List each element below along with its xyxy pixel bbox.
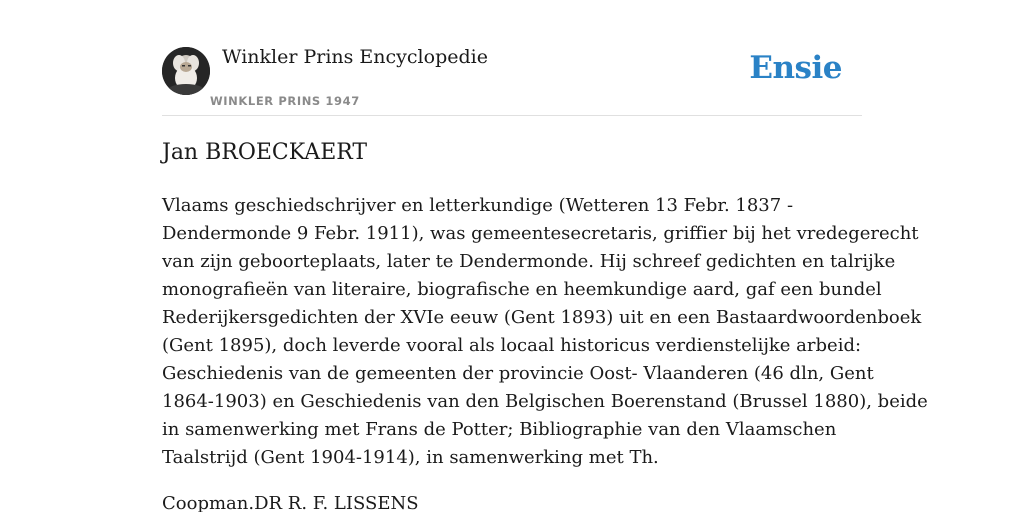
body-line: in samenwerking met Frans de Potter; Bibliographie van den Vlaamschen — [162, 419, 837, 440]
source-subtitle[interactable]: WINKLER PRINS 1947 — [210, 94, 360, 108]
avatar[interactable] — [162, 47, 210, 95]
body-line: van zijn geboorteplaats, later te Dendermonde. Hij schreef gedichten en talrijke — [162, 251, 896, 272]
site-title[interactable]: Winkler Prins Encyclopedie — [222, 46, 488, 68]
body-line: 1864-1903) en Geschiedenis van den Belgischen Boerenstand (Brussel 1880), beide — [162, 391, 928, 412]
brand-logo[interactable]: Ensie — [749, 50, 842, 86]
body-line: monografieën van literaire, biografische en heemkundige aard, gaf een bundel — [162, 279, 882, 300]
bearded-man-portrait-icon — [162, 47, 210, 95]
body-line: (Gent 1895), doch leverde vooral als locaal historicus verdienstelijke arbeid: — [162, 335, 862, 356]
body-line: Geschiedenis van de gemeenten der provincie Oost- Vlaanderen (46 dln, Gent — [162, 363, 874, 384]
body-line: Vlaams geschiedschrijver en letterkundige (Wetteren 13 Febr. 1837 - — [162, 195, 794, 216]
body-line: Taalstrijd (Gent 1904-1914), in samenwerking met Th. — [162, 447, 659, 468]
entry-body — [162, 192, 928, 472]
author-line: Coopman.DR R. F. LISSENS — [162, 493, 419, 512]
body-line: Rederijkersgedichten der XVIe eeuw (Gent 1893) uit en een Bastaardwoordenboek — [162, 307, 922, 328]
body-line: Dendermonde 9 Febr. 1911), was gemeentesecretaris, griffier bij het vredegerecht — [162, 223, 919, 244]
header-divider — [162, 115, 862, 116]
entry-title: Jan BROECKAERT — [162, 140, 368, 165]
